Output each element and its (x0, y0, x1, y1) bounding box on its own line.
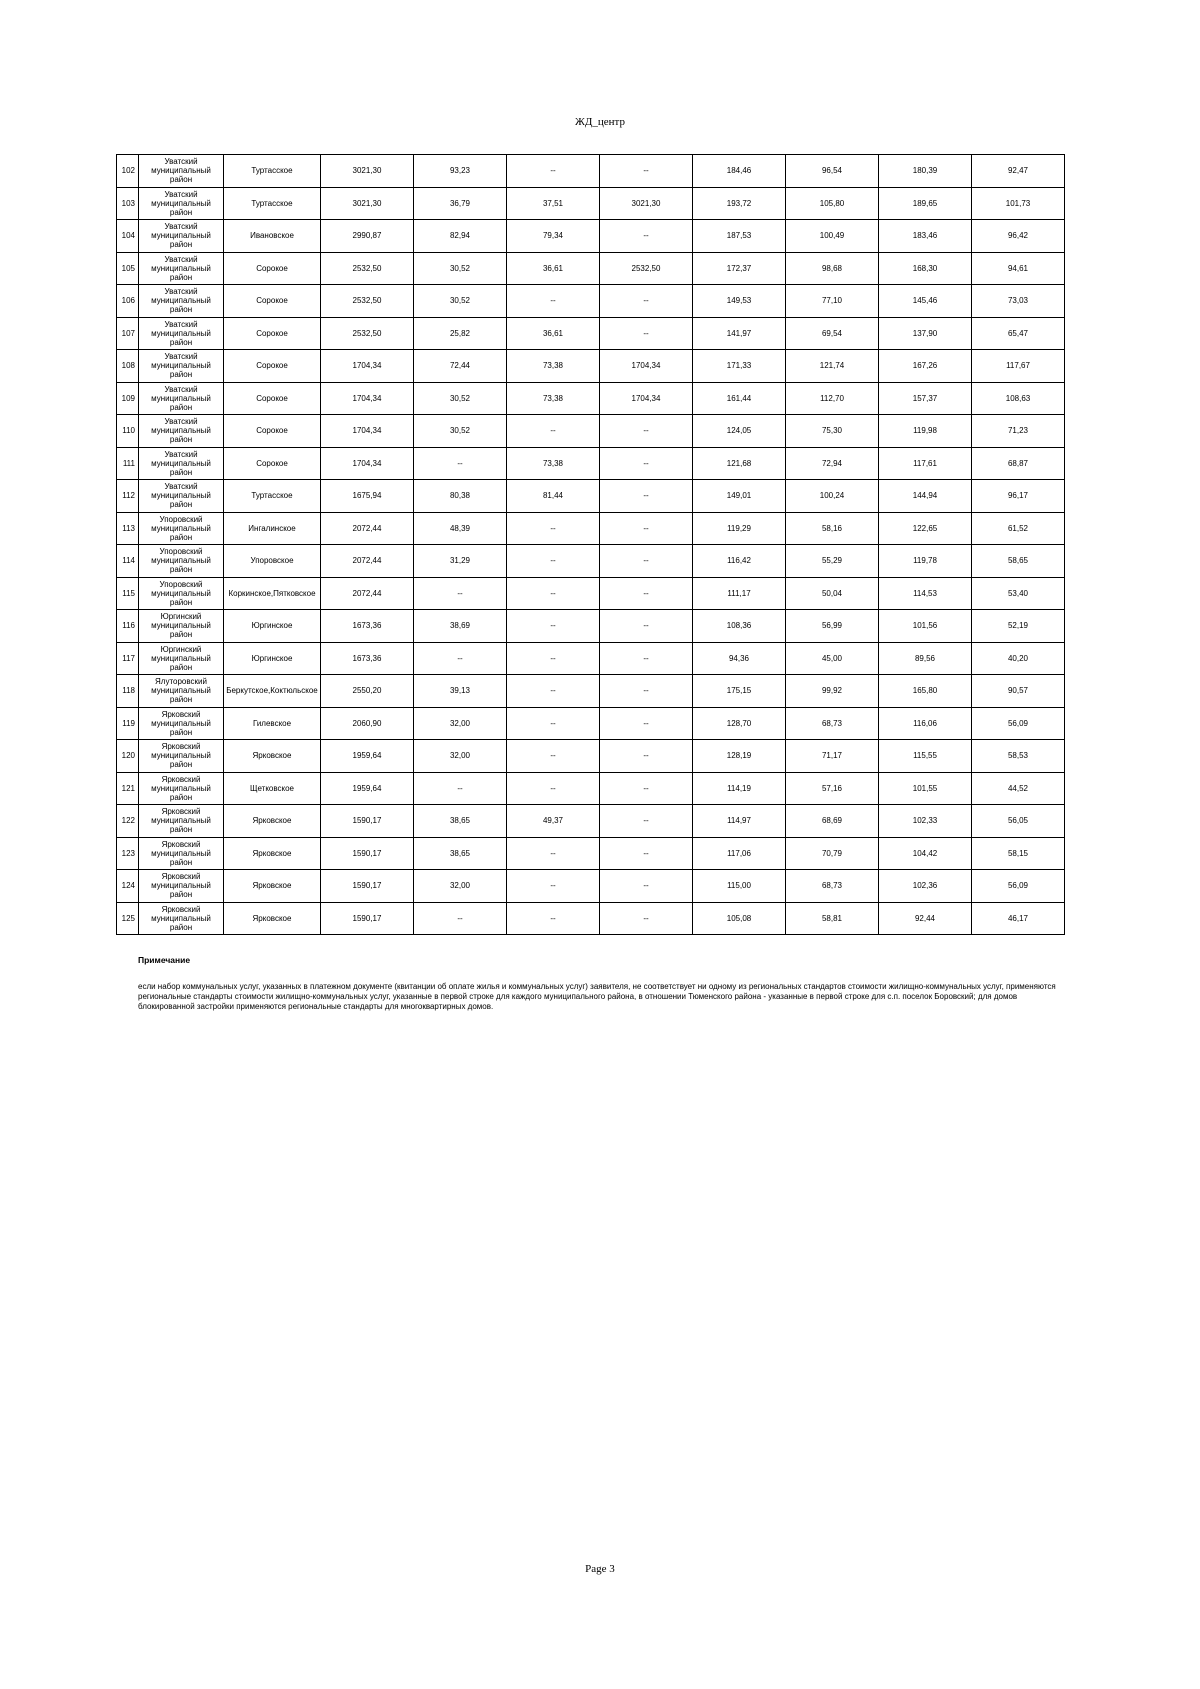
table-cell: 115,00 (693, 870, 786, 903)
table-cell: Туртасское (224, 187, 321, 220)
table-cell: Уватский муниципальный район (139, 350, 224, 383)
table-row (117, 837, 1065, 870)
table-cell: 2532,50 (321, 317, 414, 350)
table-cell: 1959,64 (321, 772, 414, 805)
table-cell: 108,36 (693, 610, 786, 643)
table-cell: 82,94 (414, 220, 507, 253)
table-cell: Туртасское (224, 480, 321, 513)
table-cell: 167,26 (879, 350, 972, 383)
table-cell: 2532,50 (321, 285, 414, 318)
table-cell: 53,40 (972, 577, 1065, 610)
table-cell: 149,53 (693, 285, 786, 318)
table-cell: 2072,44 (321, 545, 414, 578)
table-row (117, 382, 1065, 415)
table-cell: Ярковский муниципальный район (139, 707, 224, 740)
table-cell: 73,38 (507, 447, 600, 480)
table-cell: 72,94 (786, 447, 879, 480)
table-cell: Ярковский муниципальный район (139, 902, 224, 935)
table-cell: Ингалинское (224, 512, 321, 545)
table-cell: -- (414, 772, 507, 805)
table-cell: 119,98 (879, 415, 972, 448)
table-cell: 119 (117, 707, 139, 740)
table-cell: Упоровский муниципальный район (139, 577, 224, 610)
table-cell: -- (600, 577, 693, 610)
table-cell: 111 (117, 447, 139, 480)
table-cell: 30,52 (414, 382, 507, 415)
table-cell: 172,37 (693, 252, 786, 285)
table-row (117, 415, 1065, 448)
table-row (117, 317, 1065, 350)
table-cell: 40,20 (972, 642, 1065, 675)
table-cell: 1704,34 (321, 350, 414, 383)
table-row (117, 187, 1065, 220)
table-cell: 36,61 (507, 317, 600, 350)
table-cell: 77,10 (786, 285, 879, 318)
table-cell: 36,61 (507, 252, 600, 285)
table-row (117, 805, 1065, 838)
table-cell: -- (600, 415, 693, 448)
table-cell: 58,53 (972, 740, 1065, 773)
table-cell: 105,80 (786, 187, 879, 220)
table-cell: 116,06 (879, 707, 972, 740)
table-cell: 125 (117, 902, 139, 935)
table-cell: 100,24 (786, 480, 879, 513)
table-cell: -- (600, 317, 693, 350)
table-cell: 122,65 (879, 512, 972, 545)
table-cell: 38,65 (414, 805, 507, 838)
table-cell: 187,53 (693, 220, 786, 253)
table-cell: -- (507, 642, 600, 675)
table-cell: 117 (117, 642, 139, 675)
table-cell: -- (600, 512, 693, 545)
table-cell: 32,00 (414, 870, 507, 903)
table-cell: 1590,17 (321, 902, 414, 935)
table-cell: Упоровский муниципальный район (139, 512, 224, 545)
table-cell: 128,19 (693, 740, 786, 773)
table-cell: 56,99 (786, 610, 879, 643)
table-cell: 2060,90 (321, 707, 414, 740)
table-cell: Щетковское (224, 772, 321, 805)
table-cell: Сорокое (224, 350, 321, 383)
table-cell: 110 (117, 415, 139, 448)
table-cell: 3021,30 (321, 187, 414, 220)
table-cell: 1704,34 (600, 350, 693, 383)
table-cell: 141,97 (693, 317, 786, 350)
table-cell: Уватский муниципальный район (139, 155, 224, 188)
table-cell: 137,90 (879, 317, 972, 350)
table-cell: 102 (117, 155, 139, 188)
table-cell: 50,04 (786, 577, 879, 610)
table-cell: 3021,30 (600, 187, 693, 220)
table-cell: Ярковское (224, 740, 321, 773)
table-row (117, 740, 1065, 773)
table-cell: -- (414, 447, 507, 480)
table-cell: 105,08 (693, 902, 786, 935)
note-text: если набор коммунальных услуг, указанных в платежном документе (квитанции об оплате жилья и коммунальных услуг) заявителя, не соответствует ни одному из региональных стандартов стоимости жилищно-коммунальных услуг, применяются региональные стандарты стоимости жилищно-коммунальных услуг, указанные в первой строке для каждого муниципального района, в отношении Тюменского района - указанные в первой строке для с.п. поселок Боровский; для домов блокированной застройки применяются региональные стандарты для многоквартирных домов. (138, 982, 1056, 1011)
table-cell: 184,46 (693, 155, 786, 188)
table-cell: 32,00 (414, 740, 507, 773)
table-cell: 121,68 (693, 447, 786, 480)
table-cell: Упоровский муниципальный район (139, 545, 224, 578)
table-cell: Уватский муниципальный район (139, 382, 224, 415)
table-cell: 183,46 (879, 220, 972, 253)
table-cell: 121,74 (786, 350, 879, 383)
table-cell: -- (600, 837, 693, 870)
table-cell: Сорокое (224, 415, 321, 448)
table-cell: -- (600, 480, 693, 513)
table-cell: 72,44 (414, 350, 507, 383)
table-cell: Ярковское (224, 837, 321, 870)
table-cell: -- (507, 837, 600, 870)
table-cell: 114,53 (879, 577, 972, 610)
table-cell: -- (507, 545, 600, 578)
table-cell: -- (507, 707, 600, 740)
table-cell: 56,09 (972, 870, 1065, 903)
table-cell: 56,09 (972, 707, 1065, 740)
table-cell: 115,55 (879, 740, 972, 773)
table-row (117, 480, 1065, 513)
table-cell: 3021,30 (321, 155, 414, 188)
table-cell: 92,47 (972, 155, 1065, 188)
table-cell: 61,52 (972, 512, 1065, 545)
table-cell: 46,17 (972, 902, 1065, 935)
table-cell: 119,78 (879, 545, 972, 578)
housing-standards-table (116, 154, 1065, 935)
table-cell: -- (507, 285, 600, 318)
table-cell: -- (507, 155, 600, 188)
table-cell: -- (600, 870, 693, 903)
table-cell: Ярковское (224, 805, 321, 838)
table-cell: Беркутское,Коктюльское (224, 675, 321, 708)
table-row (117, 545, 1065, 578)
table-cell: 105 (117, 252, 139, 285)
table-cell: 75,30 (786, 415, 879, 448)
table-cell: 144,94 (879, 480, 972, 513)
table-cell: 1704,34 (321, 447, 414, 480)
table-row (117, 350, 1065, 383)
table-cell: 102,33 (879, 805, 972, 838)
table-cell: 102,36 (879, 870, 972, 903)
table-cell: Ярковский муниципальный район (139, 805, 224, 838)
table-cell: 81,44 (507, 480, 600, 513)
table-cell: 98,68 (786, 252, 879, 285)
table-row (117, 675, 1065, 708)
table-cell: Уватский муниципальный район (139, 220, 224, 253)
table-cell: 71,17 (786, 740, 879, 773)
table-cell: Ивановское (224, 220, 321, 253)
table-cell: 106 (117, 285, 139, 318)
table-cell: -- (507, 740, 600, 773)
table-cell: -- (414, 642, 507, 675)
table-cell: -- (507, 870, 600, 903)
table-row (117, 707, 1065, 740)
table-cell: -- (507, 675, 600, 708)
table-cell: 1590,17 (321, 870, 414, 903)
table-cell: Ярковское (224, 902, 321, 935)
table-cell: 157,37 (879, 382, 972, 415)
table-row (117, 447, 1065, 480)
table-cell: 175,15 (693, 675, 786, 708)
table-cell: 1704,34 (600, 382, 693, 415)
table-cell: Уватский муниципальный район (139, 447, 224, 480)
table-cell: Юргинское (224, 610, 321, 643)
table-cell: Уватский муниципальный район (139, 480, 224, 513)
table-row (117, 512, 1065, 545)
table-cell: 118 (117, 675, 139, 708)
table-cell: 56,05 (972, 805, 1065, 838)
table-cell: Юргинский муниципальный район (139, 642, 224, 675)
table-cell: 1704,34 (321, 382, 414, 415)
table-cell: Сорокое (224, 382, 321, 415)
table-cell: Сорокое (224, 285, 321, 318)
table-cell: Ялуторовский муниципальный район (139, 675, 224, 708)
table-cell: 119,29 (693, 512, 786, 545)
table-cell: -- (507, 512, 600, 545)
table-row (117, 642, 1065, 675)
table-cell: 165,80 (879, 675, 972, 708)
table-cell: 108 (117, 350, 139, 383)
table-cell: 89,56 (879, 642, 972, 675)
table-cell: 58,65 (972, 545, 1065, 578)
table-cell: 68,69 (786, 805, 879, 838)
table-cell: -- (600, 642, 693, 675)
table-cell: 114,19 (693, 772, 786, 805)
table-cell: -- (414, 902, 507, 935)
table-cell: Уватский муниципальный район (139, 415, 224, 448)
table-cell: Коркинское,Пятковское (224, 577, 321, 610)
table-cell: 73,38 (507, 382, 600, 415)
table-body (117, 155, 1065, 935)
table-cell: 55,29 (786, 545, 879, 578)
table-cell: 1673,36 (321, 610, 414, 643)
table-cell: 104,42 (879, 837, 972, 870)
table-cell: Сорокое (224, 252, 321, 285)
table-cell: Гилевское (224, 707, 321, 740)
table-cell: 38,69 (414, 610, 507, 643)
table-cell: 145,46 (879, 285, 972, 318)
table-cell: -- (507, 415, 600, 448)
table-cell: 121 (117, 772, 139, 805)
table-cell: 124,05 (693, 415, 786, 448)
table-cell: 2072,44 (321, 577, 414, 610)
table-row (117, 252, 1065, 285)
table-cell: 48,39 (414, 512, 507, 545)
table-cell: 168,30 (879, 252, 972, 285)
table-cell: 73,03 (972, 285, 1065, 318)
table-cell: -- (507, 902, 600, 935)
table-cell: 96,17 (972, 480, 1065, 513)
table-cell: 58,16 (786, 512, 879, 545)
table-cell: Уватский муниципальный район (139, 317, 224, 350)
table-cell: 122 (117, 805, 139, 838)
table-cell: 1959,64 (321, 740, 414, 773)
table-row (117, 772, 1065, 805)
table-cell: 2072,44 (321, 512, 414, 545)
table-cell: 30,52 (414, 285, 507, 318)
table-cell: Ярковский муниципальный район (139, 870, 224, 903)
table-cell: -- (507, 577, 600, 610)
table-cell: 109 (117, 382, 139, 415)
table-row (117, 902, 1065, 935)
table-cell: 99,92 (786, 675, 879, 708)
table-row (117, 870, 1065, 903)
table-cell: 93,23 (414, 155, 507, 188)
table-cell: -- (600, 740, 693, 773)
table-cell: 94,61 (972, 252, 1065, 285)
table-cell: -- (600, 805, 693, 838)
table-row (117, 610, 1065, 643)
table-cell: 80,38 (414, 480, 507, 513)
table-cell: 68,73 (786, 870, 879, 903)
table-cell: 149,01 (693, 480, 786, 513)
table-cell: -- (600, 675, 693, 708)
table-cell: 96,42 (972, 220, 1065, 253)
table-cell: -- (600, 610, 693, 643)
table-cell: 57,16 (786, 772, 879, 805)
table-cell: Ярковский муниципальный район (139, 772, 224, 805)
table-cell: Уватский муниципальный район (139, 187, 224, 220)
table-cell: Ярковский муниципальный район (139, 837, 224, 870)
table-cell: 68,87 (972, 447, 1065, 480)
table-cell: -- (600, 285, 693, 318)
note-title: Примечание (138, 955, 191, 965)
table-cell: 90,57 (972, 675, 1065, 708)
table-cell: -- (507, 772, 600, 805)
table-cell: 180,39 (879, 155, 972, 188)
table-cell: Туртасское (224, 155, 321, 188)
table-cell: 120 (117, 740, 139, 773)
table-cell: 36,79 (414, 187, 507, 220)
table-cell: -- (414, 577, 507, 610)
table-cell: 101,55 (879, 772, 972, 805)
table-cell: 101,73 (972, 187, 1065, 220)
table-row (117, 577, 1065, 610)
table-cell: 30,52 (414, 415, 507, 448)
table-cell: 71,23 (972, 415, 1065, 448)
table-cell: 2990,87 (321, 220, 414, 253)
table-cell: 114 (117, 545, 139, 578)
table-cell: 123 (117, 837, 139, 870)
table-cell: 31,29 (414, 545, 507, 578)
table-cell: 52,19 (972, 610, 1065, 643)
table-cell: 68,73 (786, 707, 879, 740)
table-cell: 128,70 (693, 707, 786, 740)
table-cell: 2532,50 (600, 252, 693, 285)
table-cell: 189,65 (879, 187, 972, 220)
table-cell: 44,52 (972, 772, 1065, 805)
table-cell: 58,81 (786, 902, 879, 935)
table-cell: 1673,36 (321, 642, 414, 675)
table-cell: 30,52 (414, 252, 507, 285)
table-cell: Юргинское (224, 642, 321, 675)
table-cell: 1675,94 (321, 480, 414, 513)
table-cell: 94,36 (693, 642, 786, 675)
table-cell: -- (600, 772, 693, 805)
table-cell: 39,13 (414, 675, 507, 708)
table-cell: 70,79 (786, 837, 879, 870)
table-cell: 65,47 (972, 317, 1065, 350)
table-cell: 38,65 (414, 837, 507, 870)
table-cell: 73,38 (507, 350, 600, 383)
table-cell: 2550,20 (321, 675, 414, 708)
table-cell: 113 (117, 512, 139, 545)
table-cell: 96,54 (786, 155, 879, 188)
table-cell: -- (600, 707, 693, 740)
table-cell: 117,67 (972, 350, 1065, 383)
table-cell: 193,72 (693, 187, 786, 220)
table-cell: 108,63 (972, 382, 1065, 415)
table-cell: 92,44 (879, 902, 972, 935)
table-cell: 49,37 (507, 805, 600, 838)
table-cell: 124 (117, 870, 139, 903)
table-cell: -- (600, 447, 693, 480)
table-cell: 1590,17 (321, 805, 414, 838)
table-cell: 112 (117, 480, 139, 513)
table-cell: 117,06 (693, 837, 786, 870)
table-cell: 111,17 (693, 577, 786, 610)
table-cell: 100,49 (786, 220, 879, 253)
table-cell: 171,33 (693, 350, 786, 383)
table-cell: Юргинский муниципальный район (139, 610, 224, 643)
table-cell: 58,15 (972, 837, 1065, 870)
table-cell: 104 (117, 220, 139, 253)
page-header-title: ЖД_центр (575, 116, 625, 128)
table-cell: 117,61 (879, 447, 972, 480)
table-cell: 37,51 (507, 187, 600, 220)
table-row (117, 220, 1065, 253)
table-cell: Уватский муниципальный район (139, 252, 224, 285)
table-cell: 161,44 (693, 382, 786, 415)
table-cell: 2532,50 (321, 252, 414, 285)
table-cell: 116,42 (693, 545, 786, 578)
table-cell: 79,34 (507, 220, 600, 253)
table-cell: Сорокое (224, 447, 321, 480)
table-cell: 69,54 (786, 317, 879, 350)
table-cell: 116 (117, 610, 139, 643)
table-cell: Сорокое (224, 317, 321, 350)
table-cell: 32,00 (414, 707, 507, 740)
table-cell: -- (600, 545, 693, 578)
page-number: Page 3 (585, 1563, 615, 1575)
table-cell: Упоровское (224, 545, 321, 578)
table-row (117, 285, 1065, 318)
table-cell: -- (600, 155, 693, 188)
table-row (117, 155, 1065, 188)
table-cell: 45,00 (786, 642, 879, 675)
table-cell: 112,70 (786, 382, 879, 415)
table-cell: 1590,17 (321, 837, 414, 870)
table-cell: -- (600, 220, 693, 253)
table-cell: 115 (117, 577, 139, 610)
table-cell: 101,56 (879, 610, 972, 643)
table-cell: Ярковское (224, 870, 321, 903)
table-cell: 103 (117, 187, 139, 220)
table-cell: 114,97 (693, 805, 786, 838)
table-cell: -- (600, 902, 693, 935)
table-cell: 1704,34 (321, 415, 414, 448)
table-cell: Ярковский муниципальный район (139, 740, 224, 773)
table-cell: -- (507, 610, 600, 643)
table-cell: 107 (117, 317, 139, 350)
table-cell: Уватский муниципальный район (139, 285, 224, 318)
table-cell: 25,82 (414, 317, 507, 350)
